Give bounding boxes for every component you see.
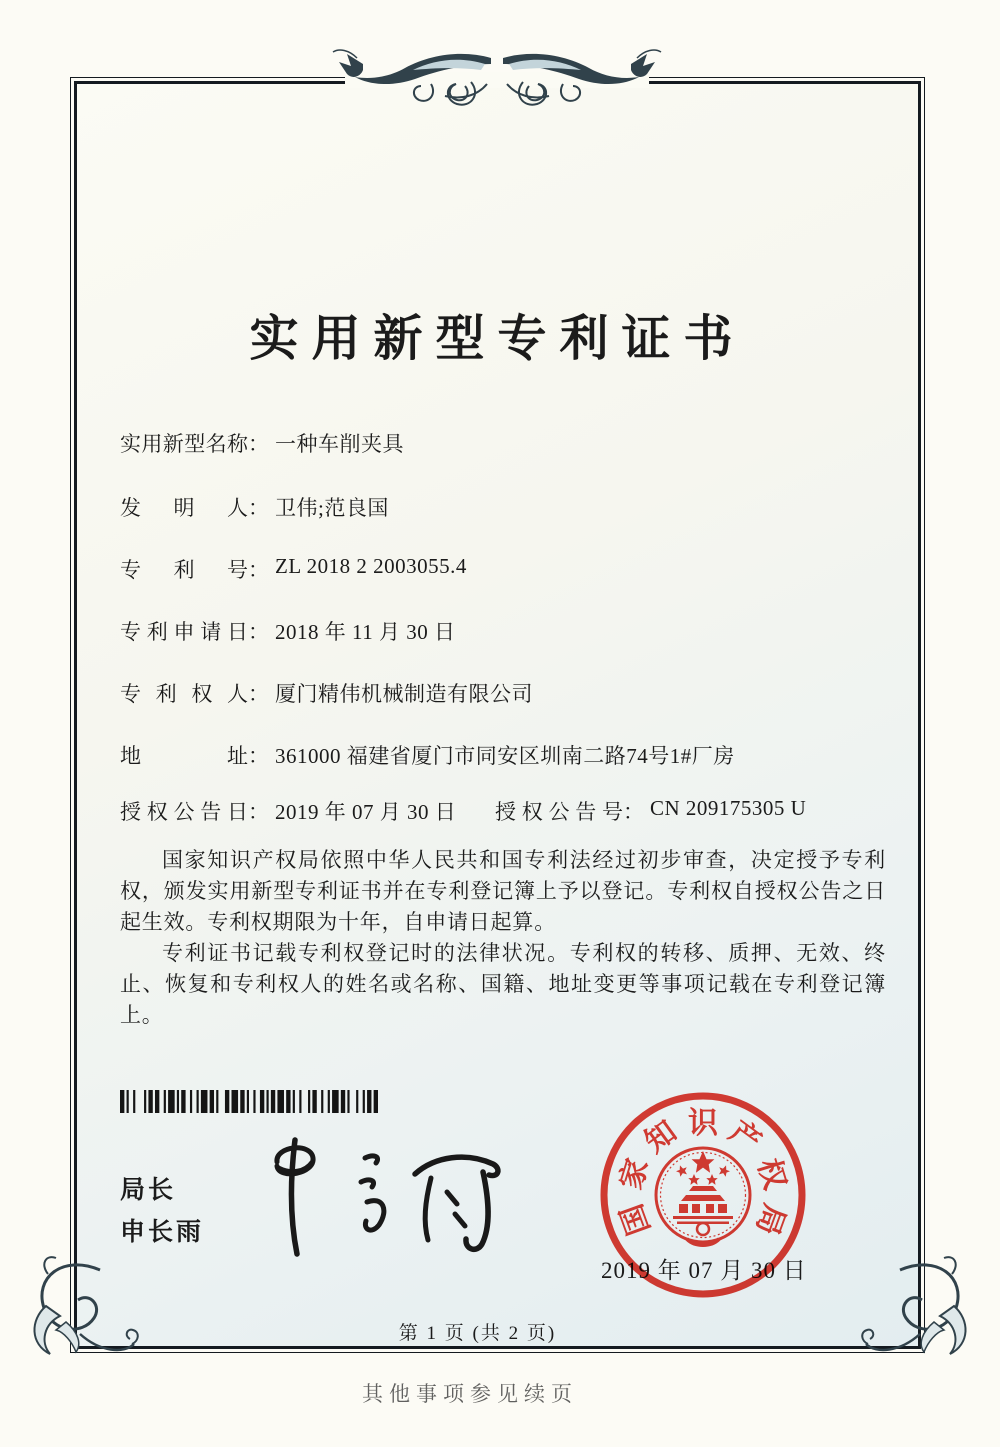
seal-char: 权 [751,1154,792,1194]
field-value: 361000 福建省厦门市同安区圳南二路74号1#厂房 [275,744,735,768]
legal-paragraph-2: 专利证书记载专利权登记时的法律状况。专利权的转移、质押、无效、终止、恢复和专利权人的姓名或名称、国籍、地址变更等事项记载在专利登记簿上。 [120,941,886,1027]
field-value: 2018 年 11 月 30 日 [275,620,456,644]
field-colon: ： [248,800,269,824]
field-inventor [120,492,389,522]
certificate-title: 实用新型专利证书 [249,311,746,366]
field-value: CN 209175305 U [650,796,807,820]
legal-paragraph-1: 国家知识产权局依照中华人民共和国专利法经过初步审查，决定授予专利权，颁发实用新型专利证书并在专利登记簿上予以登记。专利权自授权公告之日起生效。专利权期限为十年，自申请日起算。 [120,848,886,934]
field-label: 授权公告日 [120,800,248,824]
seal-char: 国 [615,1199,657,1240]
barcode [120,1090,378,1113]
field-colon: ： [248,620,269,644]
field-label: 专利号 [120,558,248,582]
field-label: 授权公告号 [495,800,623,824]
corner-flourish-icon [26,1256,136,1366]
field-colon: ： [248,682,269,706]
seal-date: 2019 年 07 月 30 日 [601,1258,807,1283]
field-label: 发明人 [120,496,248,520]
continuation-note: 其他事项参见续页 [362,1382,578,1406]
field-patent-number [120,554,467,584]
legal-text [120,845,886,1031]
field-colon: ： [248,496,269,520]
field-patentee [120,678,533,708]
field-value: 一种车削夹具 [275,432,404,456]
field-label: 地址 [120,744,248,768]
seal-char: 局 [749,1199,791,1240]
field-grant-date [120,796,456,826]
field-utility-model-name [120,428,404,458]
field-colon: ： [623,800,644,824]
seal-char: 产 [723,1114,767,1160]
field-filing-date [120,616,455,646]
field-value: 2019 年 07 月 30 日 [275,800,457,824]
field-address [120,740,735,770]
seal-char: 知 [639,1114,683,1160]
national-emblem-icon [656,1148,750,1245]
field-value: 厦门精伟机械制造有限公司 [275,682,533,706]
dragon-flourish-icon [327,46,667,112]
seal-char: 识 [688,1107,718,1140]
field-value: 卫伟;范良国 [275,496,389,520]
field-value: ZL 2018 2 2003055.4 [275,554,467,578]
field-colon: ： [248,744,269,768]
field-colon: ： [248,558,269,582]
field-label: 实用新型名称 [120,432,248,456]
official-seal [595,1087,811,1303]
signer-name: 申长雨 [120,1218,205,1246]
page-number: 第 1 页 (共 2 页) [398,1323,557,1344]
field-colon: ： [248,432,269,456]
field-grant-number [495,796,806,826]
field-label: 专利权人 [120,682,248,706]
signer-role: 局长 [120,1176,177,1204]
corner-flourish-icon [864,1256,974,1366]
seal-char: 家 [614,1154,655,1194]
field-label: 专利申请日 [120,620,248,644]
signature-icon [255,1122,525,1272]
